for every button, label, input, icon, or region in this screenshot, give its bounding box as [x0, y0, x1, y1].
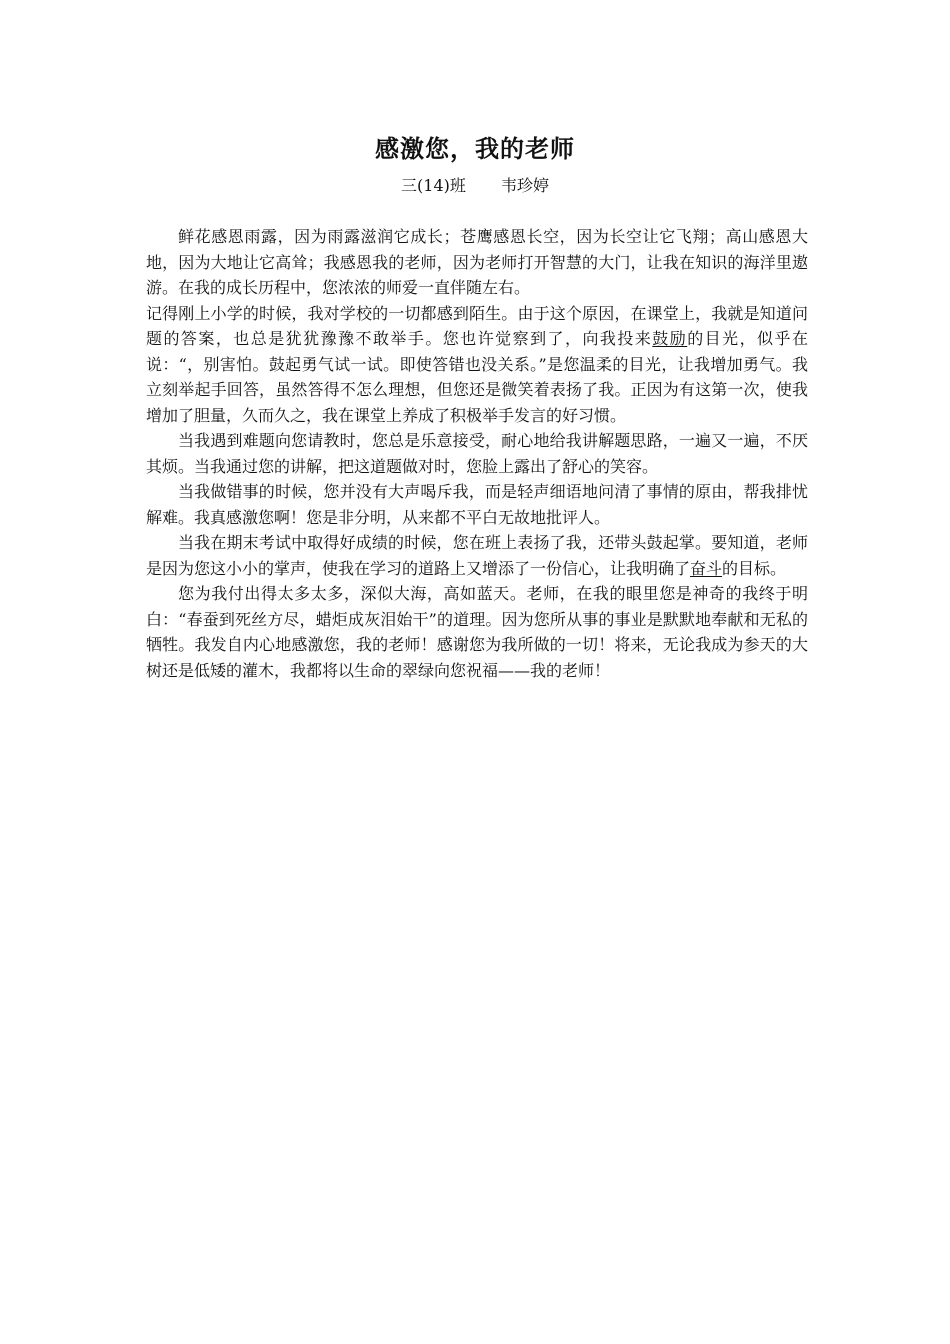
author-name: 韦珍婷 — [500, 176, 549, 195]
paragraph-text: 鲜花感恩雨露，因为雨露滋润它成长；苍鹰感恩长空，因为长空让它飞翔；高山感恩大地，因为大地让它高耸；我感恩我的老师，因为老师打开智慧的大门，让我在知识的海洋里遨游。在我的成长历程中，您浓浓的师爱一直伴随左右。 — [146, 227, 808, 297]
underlined-word: 奋斗 — [690, 558, 723, 578]
paragraph — [146, 224, 808, 301]
paragraph-text: 当我做错事的时候，您并没有大声喝斥我，而是轻声细语地问清了事情的原由，帮我排忧解难。我真感激您啊！您是非分明，从来都不平白无故地批评人。 — [146, 482, 808, 527]
essay-title: 感激您，我的老师 — [375, 135, 575, 163]
paragraph-text: 您为我付出得太多太多，深似大海，高如蓝天。老师，在我的眼里您是神奇的我终于明白：“春蚕到死丝方尽，蜡炬成灰泪始干”的道理。因为您所从事的事业是默默地奉献和无私的牺牲。我发自内心地感激您，我的老师！感谢您为我所做的一切！将来，无论我成为参天的大树还是低矮的灌木，我都将以生命的翠绿向您祝福——我的老师！ — [146, 584, 808, 680]
paragraph-text: 的目光，似乎在说：“，别害怕。鼓起勇气试一试。即使答错也没关系。”是您温柔的目光，让我增加勇气。我立刻举起手回答，虽然答得不怎么理想，但您还是微笑着表扬了我。正因为有这第一次，使我增加了胆量，久而久之，我在课堂上养成了积极举手发言的好习惯。 — [146, 329, 808, 425]
byline — [0, 174, 950, 198]
class-label: 三(14)班 — [401, 176, 466, 195]
essay-body — [146, 224, 808, 683]
paragraph-text: 当我遇到难题向您请教时，您总是乐意接受，耐心地给我讲解题思路，一遍又一遍，不厌其烦。当我通过您的讲解，把这道题做对时，您脸上露出了舒心的笑容。 — [146, 431, 808, 476]
paragraph — [146, 530, 808, 581]
paragraph-text: 当我在期末考试中取得好成绩的时候，您在班上表扬了我，还带头鼓起掌。要知道，老师是因为您这小小的掌声，使我在学习的道路上又增添了一份信心，让我明确了 — [146, 533, 808, 578]
paragraph-text: 的目标。 — [722, 558, 787, 578]
paragraph — [146, 301, 808, 429]
paragraph — [146, 479, 808, 530]
paragraph-text: 记得刚上小学的时候，我对学校的一切都感到陌生。由于这个原因，在课堂上，我就是知道问题的答案，也总是犹犹豫豫不敢举手。您也许觉察到了，向我投来 — [146, 303, 808, 348]
paragraph — [146, 428, 808, 479]
underlined-word: 鼓励 — [652, 329, 688, 348]
paragraph — [146, 581, 808, 683]
